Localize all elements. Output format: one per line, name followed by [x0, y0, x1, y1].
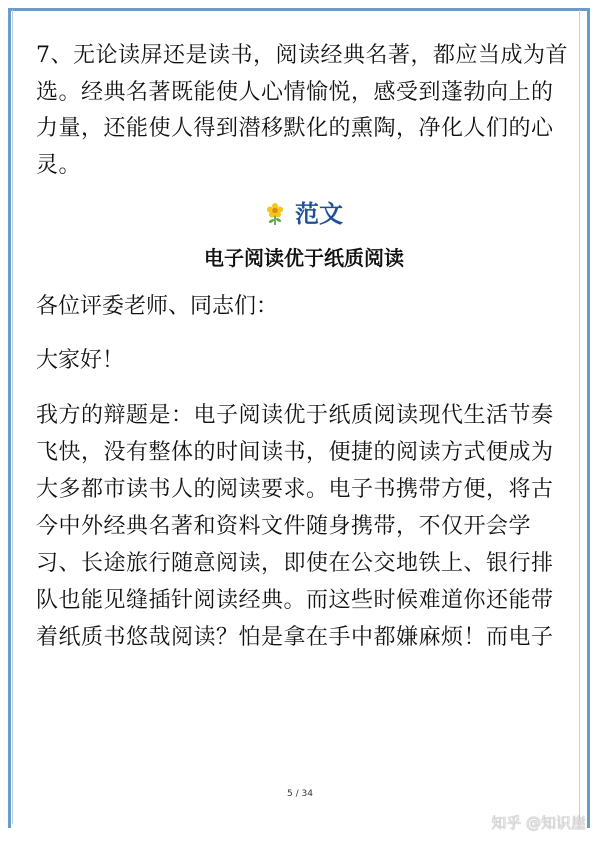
- essay-body: 我方的辩题是：电子阅读优于纸质阅读现代生活节奏飞快，没有整体的时间读书，便捷的阅读方式便成为大多都市读书人的阅读要求。电子书携带方便，将古今中外经典名著和资料文件随身携带，不仅开会学习、长途旅行随意阅读，即使在公交地铁上、银行排队也能见缝插针阅读经典。而这些时候难道你还能带着纸质书悠哉阅读？怕是拿在手中都嫌麻烦！而电子: [36, 403, 554, 650]
- watermark: 知乎 @知识崖: [491, 814, 586, 832]
- document-content: [36, 38, 572, 656]
- greeting: 大家好！: [36, 348, 125, 373]
- intro-paragraph: 7、无论读屏还是读书，阅读经典名著，都应当成为首选。经典名著既能使人心情愉悦，感受到蓬勃向上的力量，还能使人得到潜移默化的熏陶，净化人们的心灵。: [36, 43, 568, 178]
- salutation: 各位评委老师、同志们：: [36, 294, 279, 319]
- essay-title: 电子阅读优于纸质阅读: [204, 246, 404, 270]
- section-heading: [36, 194, 572, 234]
- section-heading-text: 范文: [295, 199, 343, 228]
- flower-icon: [265, 201, 285, 225]
- page-number: 5 / 34: [287, 789, 313, 799]
